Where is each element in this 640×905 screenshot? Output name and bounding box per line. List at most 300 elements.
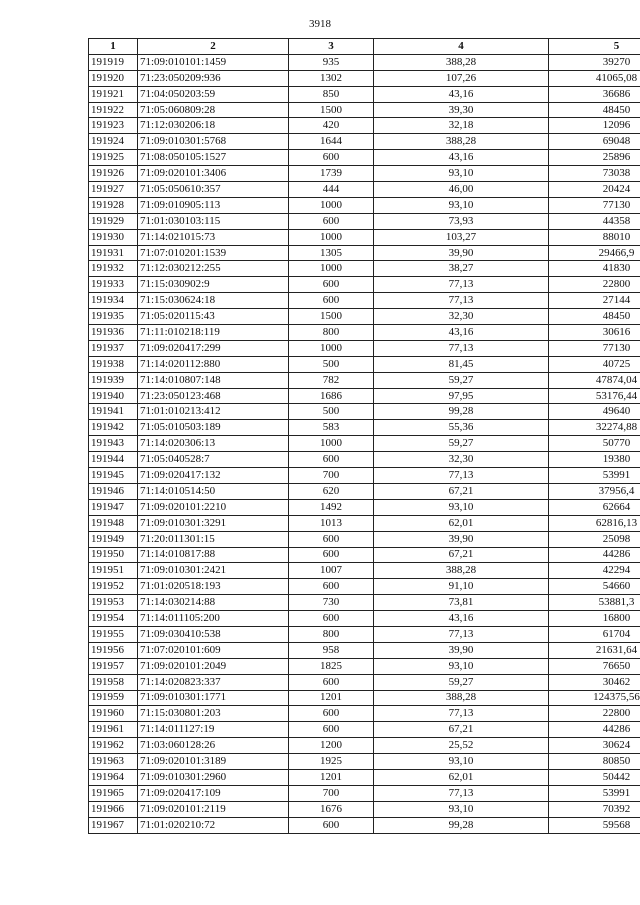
area-cell: 1302 (289, 70, 374, 86)
area-cell: 1000 (289, 197, 374, 213)
row-number: 191961 (89, 722, 138, 738)
table-row (89, 309, 640, 325)
table-row (89, 706, 640, 722)
cadastral-number: 71:20:011301:15 (138, 531, 289, 547)
row-number: 191924 (89, 134, 138, 150)
rate-cell: 59,27 (374, 436, 549, 452)
area-cell: 500 (289, 404, 374, 420)
cadastral-number: 71:15:030624:18 (138, 293, 289, 309)
value-cell: 16800 (549, 611, 640, 627)
area-cell: 1000 (289, 229, 374, 245)
area-cell: 1201 (289, 769, 374, 785)
value-cell: 30624 (549, 738, 640, 754)
cadastral-number: 71:09:010301:5768 (138, 134, 289, 150)
rate-cell: 77,13 (374, 626, 549, 642)
area-cell: 600 (289, 452, 374, 468)
row-number: 191956 (89, 642, 138, 658)
table-row (89, 468, 640, 484)
table-row (89, 102, 640, 118)
cadastral-number: 71:14:010807:148 (138, 372, 289, 388)
cadastral-number: 71:11:010218:119 (138, 325, 289, 341)
table-row (89, 611, 640, 627)
cadastral-number: 71:03:060128:26 (138, 738, 289, 754)
value-cell: 42294 (549, 563, 640, 579)
cadastral-number: 71:05:060809:28 (138, 102, 289, 118)
value-cell: 77130 (549, 340, 640, 356)
row-number: 191963 (89, 754, 138, 770)
rate-cell: 93,10 (374, 754, 549, 770)
rate-cell: 32,30 (374, 309, 549, 325)
row-number: 191939 (89, 372, 138, 388)
rate-cell: 388,28 (374, 563, 549, 579)
rate-cell: 43,16 (374, 150, 549, 166)
row-number: 191926 (89, 166, 138, 182)
row-number: 191947 (89, 499, 138, 515)
value-cell: 47874,04 (549, 372, 640, 388)
cadastral-number: 71:09:010301:3291 (138, 515, 289, 531)
rate-cell: 77,13 (374, 468, 549, 484)
table-row (89, 150, 640, 166)
cadastral-number: 71:01:030103:115 (138, 213, 289, 229)
area-cell: 1201 (289, 690, 374, 706)
cadastral-number: 71:09:020417:299 (138, 340, 289, 356)
cadastral-number: 71:09:020101:3406 (138, 166, 289, 182)
area-cell: 1925 (289, 754, 374, 770)
row-number: 191954 (89, 611, 138, 627)
row-number: 191940 (89, 388, 138, 404)
value-cell: 53991 (549, 468, 640, 484)
rate-cell: 73,81 (374, 595, 549, 611)
table-row (89, 388, 640, 404)
rate-cell: 77,13 (374, 277, 549, 293)
row-number: 191950 (89, 547, 138, 563)
area-cell: 1000 (289, 436, 374, 452)
table-row (89, 499, 640, 515)
cadastral-number: 71:09:020101:2119 (138, 801, 289, 817)
cadastral-number: 71:23:050209:936 (138, 70, 289, 86)
row-number: 191966 (89, 801, 138, 817)
cadastral-number: 71:12:030206:18 (138, 118, 289, 134)
table-row (89, 642, 640, 658)
value-cell: 22800 (549, 277, 640, 293)
rate-cell: 388,28 (374, 690, 549, 706)
value-cell: 54660 (549, 579, 640, 595)
table-row (89, 54, 640, 70)
table-row (89, 738, 640, 754)
rate-cell: 55,36 (374, 420, 549, 436)
area-cell: 600 (289, 611, 374, 627)
value-cell: 25896 (549, 150, 640, 166)
rate-cell: 25,52 (374, 738, 549, 754)
area-cell: 935 (289, 54, 374, 70)
cadastral-number: 71:09:010905:113 (138, 197, 289, 213)
registry-table (88, 38, 640, 834)
area-cell: 1305 (289, 245, 374, 261)
cadastral-number: 71:01:010213:412 (138, 404, 289, 420)
value-cell: 53176,44 (549, 388, 640, 404)
table-row (89, 182, 640, 198)
cadastral-number: 71:14:020306:13 (138, 436, 289, 452)
row-number: 191932 (89, 261, 138, 277)
table-row (89, 213, 640, 229)
rate-cell: 43,16 (374, 86, 549, 102)
rate-cell: 62,01 (374, 769, 549, 785)
table-row (89, 197, 640, 213)
table-row (89, 690, 640, 706)
value-cell: 30462 (549, 674, 640, 690)
rate-cell: 32,30 (374, 452, 549, 468)
column-header-1: 1 (89, 39, 138, 55)
cadastral-number: 71:05:040528:7 (138, 452, 289, 468)
area-cell: 500 (289, 356, 374, 372)
table-row (89, 515, 640, 531)
area-cell: 800 (289, 325, 374, 341)
row-number: 191957 (89, 658, 138, 674)
row-number: 191927 (89, 182, 138, 198)
rate-cell: 43,16 (374, 611, 549, 627)
value-cell: 29466,9 (549, 245, 640, 261)
value-cell: 50770 (549, 436, 640, 452)
cadastral-number: 71:14:011105:200 (138, 611, 289, 627)
rate-cell: 77,13 (374, 293, 549, 309)
table-header (89, 39, 640, 55)
table-row (89, 245, 640, 261)
area-cell: 600 (289, 293, 374, 309)
table-row (89, 166, 640, 182)
area-cell: 1686 (289, 388, 374, 404)
value-cell: 62816,13 (549, 515, 640, 531)
value-cell: 53991 (549, 785, 640, 801)
table-row (89, 658, 640, 674)
rate-cell: 67,21 (374, 722, 549, 738)
rate-cell: 39,90 (374, 245, 549, 261)
value-cell: 44286 (549, 547, 640, 563)
cadastral-number: 71:09:010301:2421 (138, 563, 289, 579)
row-number: 191930 (89, 229, 138, 245)
table-row (89, 722, 640, 738)
rate-cell: 93,10 (374, 166, 549, 182)
cadastral-number: 71:15:030902:9 (138, 277, 289, 293)
row-number: 191937 (89, 340, 138, 356)
rate-cell: 77,13 (374, 340, 549, 356)
cadastral-number: 71:14:020823:337 (138, 674, 289, 690)
area-cell: 700 (289, 468, 374, 484)
row-number: 191936 (89, 325, 138, 341)
area-cell: 730 (289, 595, 374, 611)
table-row (89, 293, 640, 309)
table-row (89, 579, 640, 595)
area-cell: 600 (289, 579, 374, 595)
cadastral-number: 71:09:020101:2210 (138, 499, 289, 515)
row-number: 191938 (89, 356, 138, 372)
table-row (89, 563, 640, 579)
cadastral-number: 71:07:010201:1539 (138, 245, 289, 261)
table-row (89, 626, 640, 642)
area-cell: 850 (289, 86, 374, 102)
area-cell: 600 (289, 531, 374, 547)
rate-cell: 93,10 (374, 499, 549, 515)
rate-cell: 67,21 (374, 547, 549, 563)
value-cell: 48450 (549, 309, 640, 325)
value-cell: 12096 (549, 118, 640, 134)
header-row (89, 39, 640, 55)
value-cell: 40725 (549, 356, 640, 372)
area-cell: 1000 (289, 261, 374, 277)
row-number: 191953 (89, 595, 138, 611)
rate-cell: 93,10 (374, 197, 549, 213)
row-number: 191945 (89, 468, 138, 484)
area-cell: 600 (289, 706, 374, 722)
area-cell: 700 (289, 785, 374, 801)
table-row (89, 70, 640, 86)
rate-cell: 97,95 (374, 388, 549, 404)
rate-cell: 81,45 (374, 356, 549, 372)
value-cell: 44286 (549, 722, 640, 738)
cadastral-number: 71:14:030214:88 (138, 595, 289, 611)
cadastral-number: 71:23:050123:468 (138, 388, 289, 404)
cadastral-number: 71:05:050610:357 (138, 182, 289, 198)
value-cell: 20424 (549, 182, 640, 198)
area-cell: 1007 (289, 563, 374, 579)
table-row (89, 404, 640, 420)
area-cell: 600 (289, 674, 374, 690)
rate-cell: 388,28 (374, 54, 549, 70)
table-row (89, 785, 640, 801)
table-row (89, 86, 640, 102)
row-number: 191962 (89, 738, 138, 754)
row-number: 191964 (89, 769, 138, 785)
value-cell: 25098 (549, 531, 640, 547)
cadastral-number: 71:09:010301:2960 (138, 769, 289, 785)
value-cell: 27144 (549, 293, 640, 309)
row-number: 191958 (89, 674, 138, 690)
area-cell: 1676 (289, 801, 374, 817)
value-cell: 37956,4 (549, 483, 640, 499)
value-cell: 69048 (549, 134, 640, 150)
row-number: 191946 (89, 483, 138, 499)
area-cell: 1000 (289, 340, 374, 356)
cadastral-number: 71:09:020417:132 (138, 468, 289, 484)
value-cell: 49640 (549, 404, 640, 420)
table-row (89, 547, 640, 563)
row-number: 191941 (89, 404, 138, 420)
rate-cell: 103,27 (374, 229, 549, 245)
value-cell: 41830 (549, 261, 640, 277)
rate-cell: 32,18 (374, 118, 549, 134)
area-cell: 1200 (289, 738, 374, 754)
value-cell: 50442 (549, 769, 640, 785)
row-number: 191921 (89, 86, 138, 102)
rate-cell: 77,13 (374, 706, 549, 722)
table-row (89, 817, 640, 833)
cadastral-number: 71:05:010503:189 (138, 420, 289, 436)
table-row (89, 531, 640, 547)
cadastral-number: 71:09:020417:109 (138, 785, 289, 801)
cadastral-number: 71:08:050105:1527 (138, 150, 289, 166)
row-number: 191931 (89, 245, 138, 261)
area-cell: 620 (289, 483, 374, 499)
area-cell: 782 (289, 372, 374, 388)
row-number: 191933 (89, 277, 138, 293)
cadastral-number: 71:09:020101:3189 (138, 754, 289, 770)
table-row (89, 452, 640, 468)
area-cell: 600 (289, 277, 374, 293)
rate-cell: 67,21 (374, 483, 549, 499)
table-row (89, 436, 640, 452)
rate-cell: 39,90 (374, 642, 549, 658)
value-cell: 62664 (549, 499, 640, 515)
value-cell: 59568 (549, 817, 640, 833)
cadastral-number: 71:01:020210:72 (138, 817, 289, 833)
rate-cell: 39,90 (374, 531, 549, 547)
row-number: 191943 (89, 436, 138, 452)
value-cell: 21631,64 (549, 642, 640, 658)
value-cell: 53881,3 (549, 595, 640, 611)
area-cell: 1739 (289, 166, 374, 182)
row-number: 191942 (89, 420, 138, 436)
area-cell: 1500 (289, 102, 374, 118)
column-header-5: 5 (549, 39, 640, 55)
table-row (89, 229, 640, 245)
row-number: 191967 (89, 817, 138, 833)
row-number: 191925 (89, 150, 138, 166)
cadastral-number: 71:12:030212:255 (138, 261, 289, 277)
value-cell: 39270 (549, 54, 640, 70)
value-cell: 80850 (549, 754, 640, 770)
row-number: 191928 (89, 197, 138, 213)
table-row (89, 325, 640, 341)
area-cell: 444 (289, 182, 374, 198)
table-row (89, 340, 640, 356)
cadastral-number: 71:14:010817:88 (138, 547, 289, 563)
cadastral-number: 71:04:050203:59 (138, 86, 289, 102)
row-number: 191949 (89, 531, 138, 547)
row-number: 191935 (89, 309, 138, 325)
cadastral-number: 71:14:011127:19 (138, 722, 289, 738)
table-row (89, 372, 640, 388)
rate-cell: 388,28 (374, 134, 549, 150)
table-row (89, 754, 640, 770)
row-number: 191919 (89, 54, 138, 70)
rate-cell: 93,10 (374, 801, 549, 817)
row-number: 191965 (89, 785, 138, 801)
value-cell: 73038 (549, 166, 640, 182)
row-number: 191923 (89, 118, 138, 134)
cadastral-number: 71:09:010301:1771 (138, 690, 289, 706)
row-number: 191955 (89, 626, 138, 642)
cadastral-number: 71:07:020101:609 (138, 642, 289, 658)
table-row (89, 118, 640, 134)
area-cell: 1644 (289, 134, 374, 150)
value-cell: 36686 (549, 86, 640, 102)
rate-cell: 59,27 (374, 674, 549, 690)
value-cell: 19380 (549, 452, 640, 468)
row-number: 191920 (89, 70, 138, 86)
row-number: 191960 (89, 706, 138, 722)
page-number: 3918 (309, 18, 331, 30)
row-number: 191959 (89, 690, 138, 706)
rate-cell: 107,26 (374, 70, 549, 86)
area-cell: 420 (289, 118, 374, 134)
rate-cell: 62,01 (374, 515, 549, 531)
value-cell: 41065,08 (549, 70, 640, 86)
area-cell: 583 (289, 420, 374, 436)
row-number: 191922 (89, 102, 138, 118)
value-cell: 70392 (549, 801, 640, 817)
area-cell: 600 (289, 213, 374, 229)
table-row (89, 595, 640, 611)
rate-cell: 73,93 (374, 213, 549, 229)
row-number: 191948 (89, 515, 138, 531)
area-cell: 600 (289, 722, 374, 738)
cadastral-number: 71:14:010514:50 (138, 483, 289, 499)
area-cell: 800 (289, 626, 374, 642)
row-number: 191952 (89, 579, 138, 595)
area-cell: 1492 (289, 499, 374, 515)
rate-cell: 46,00 (374, 182, 549, 198)
table-row (89, 801, 640, 817)
value-cell: 44358 (549, 213, 640, 229)
table-body (89, 54, 640, 833)
cadastral-number: 71:05:020115:43 (138, 309, 289, 325)
cadastral-number: 71:09:030410:538 (138, 626, 289, 642)
area-cell: 958 (289, 642, 374, 658)
area-cell: 1825 (289, 658, 374, 674)
row-number: 191951 (89, 563, 138, 579)
column-header-2: 2 (138, 39, 289, 55)
table-row (89, 277, 640, 293)
rate-cell: 43,16 (374, 325, 549, 341)
rate-cell: 99,28 (374, 817, 549, 833)
value-cell: 48450 (549, 102, 640, 118)
rate-cell: 77,13 (374, 785, 549, 801)
table-row (89, 356, 640, 372)
area-cell: 600 (289, 547, 374, 563)
rate-cell: 99,28 (374, 404, 549, 420)
value-cell: 88010 (549, 229, 640, 245)
rate-cell: 59,27 (374, 372, 549, 388)
row-number: 191929 (89, 213, 138, 229)
table-row (89, 134, 640, 150)
rate-cell: 38,27 (374, 261, 549, 277)
table-row (89, 483, 640, 499)
area-cell: 1013 (289, 515, 374, 531)
cadastral-number: 71:01:020518:193 (138, 579, 289, 595)
table-row (89, 769, 640, 785)
column-header-4: 4 (374, 39, 549, 55)
row-number: 191944 (89, 452, 138, 468)
cadastral-number: 71:09:010101:1459 (138, 54, 289, 70)
rate-cell: 93,10 (374, 658, 549, 674)
value-cell: 61704 (549, 626, 640, 642)
value-cell: 77130 (549, 197, 640, 213)
area-cell: 600 (289, 817, 374, 833)
column-header-3: 3 (289, 39, 374, 55)
cadastral-number: 71:09:020101:2049 (138, 658, 289, 674)
area-cell: 600 (289, 150, 374, 166)
value-cell: 124375,56 (549, 690, 640, 706)
table-row (89, 261, 640, 277)
table-row (89, 674, 640, 690)
value-cell: 22800 (549, 706, 640, 722)
rate-cell: 91,10 (374, 579, 549, 595)
cadastral-number: 71:15:030801:203 (138, 706, 289, 722)
value-cell: 76650 (549, 658, 640, 674)
row-number: 191934 (89, 293, 138, 309)
table-row (89, 420, 640, 436)
cadastral-number: 71:14:021015:73 (138, 229, 289, 245)
rate-cell: 39,30 (374, 102, 549, 118)
